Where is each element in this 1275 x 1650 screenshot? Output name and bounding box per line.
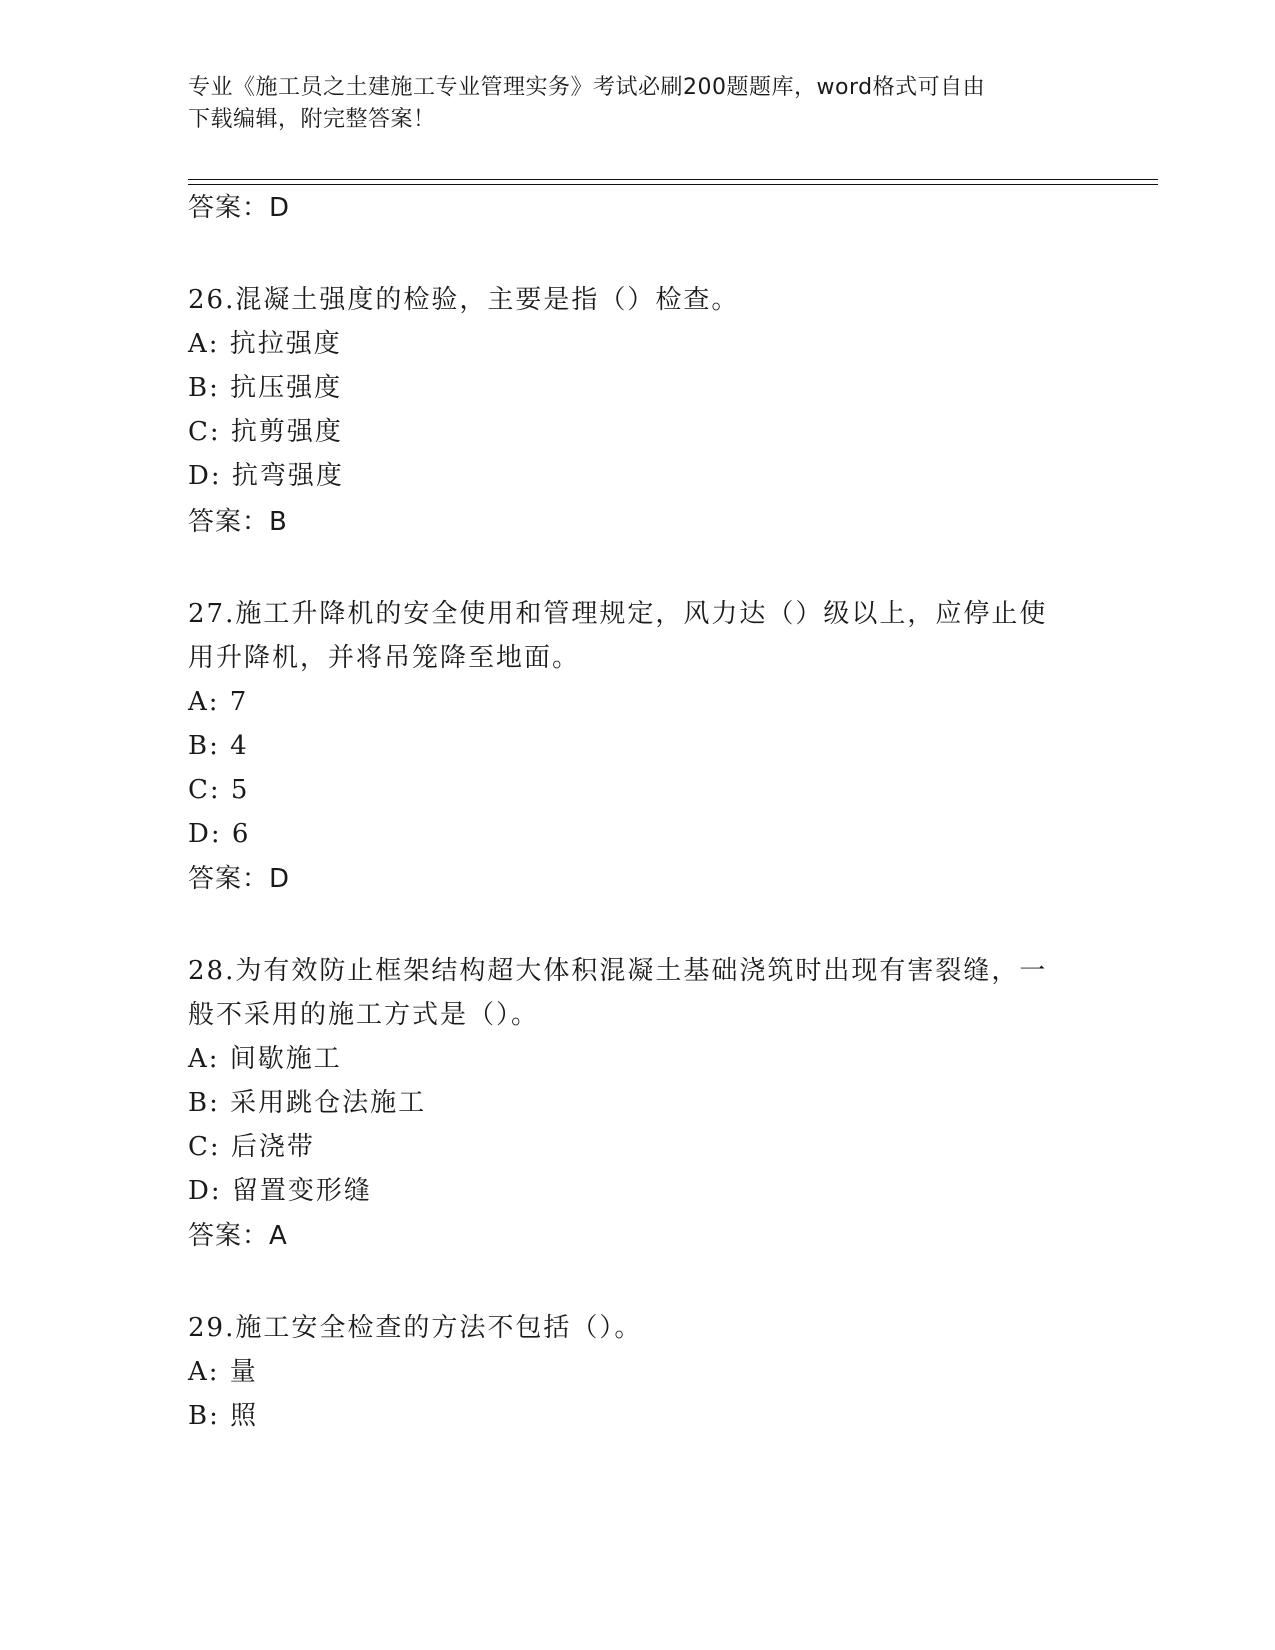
- header-line-2: 下载编辑，附完整答案！: [188, 107, 436, 132]
- question-27-option-a: A: 7: [188, 687, 249, 717]
- question-28-stem-line-1: 28.为有效防止框架结构超大体积混凝土基础浇筑时出现有害裂缝，一: [188, 956, 1048, 986]
- question-28-option-b: B: 采用跳仓法施工: [188, 1088, 427, 1118]
- question-27-option-c: C: 5: [188, 775, 250, 805]
- answer-q25: 答案：D: [188, 193, 291, 223]
- question-26-option-d: D: 抗弯强度: [188, 461, 344, 491]
- question-28-option-d: D: 留置变形缝: [188, 1176, 372, 1206]
- header-divider-bottom: [188, 184, 1158, 185]
- header-divider-top: [188, 179, 1158, 180]
- question-29-option-b: B: 照: [188, 1401, 259, 1431]
- header-line-1: 专业《施工员之土建施工专业管理实务》考试必刷200题题库，word格式可自由: [188, 75, 986, 100]
- document-header: [188, 72, 1088, 136]
- question-26-option-c: C: 抗剪强度: [188, 417, 343, 447]
- question-28-option-c: C: 后浇带: [188, 1132, 315, 1162]
- question-29-stem: 29.施工安全检查的方法不包括（）。: [188, 1313, 643, 1343]
- question-26-option-a: A: 抗拉强度: [188, 329, 342, 359]
- question-27-stem-line-1: 27.施工升降机的安全使用和管理规定，风力达（）级以上，应停止使: [188, 599, 1048, 629]
- question-27-option-d: D: 6: [188, 819, 251, 849]
- answer-q28: 答案：A: [188, 1221, 288, 1251]
- answer-q27: 答案：D: [188, 864, 291, 894]
- question-27-option-b: B: 4: [188, 731, 249, 761]
- answer-q26: 答案：B: [188, 507, 288, 537]
- question-27-stem-line-2: 用升降机，并将吊笼降至地面。: [188, 643, 581, 673]
- question-26-option-b: B: 抗压强度: [188, 373, 343, 403]
- question-29-option-a: A: 量: [188, 1357, 258, 1387]
- question-26-stem: 26.混凝土强度的检验，主要是指（）检查。: [188, 285, 740, 315]
- question-28-stem-line-2: 般不采用的施工方式是（）。: [188, 1000, 540, 1030]
- question-28-option-a: A: 间歇施工: [188, 1044, 342, 1074]
